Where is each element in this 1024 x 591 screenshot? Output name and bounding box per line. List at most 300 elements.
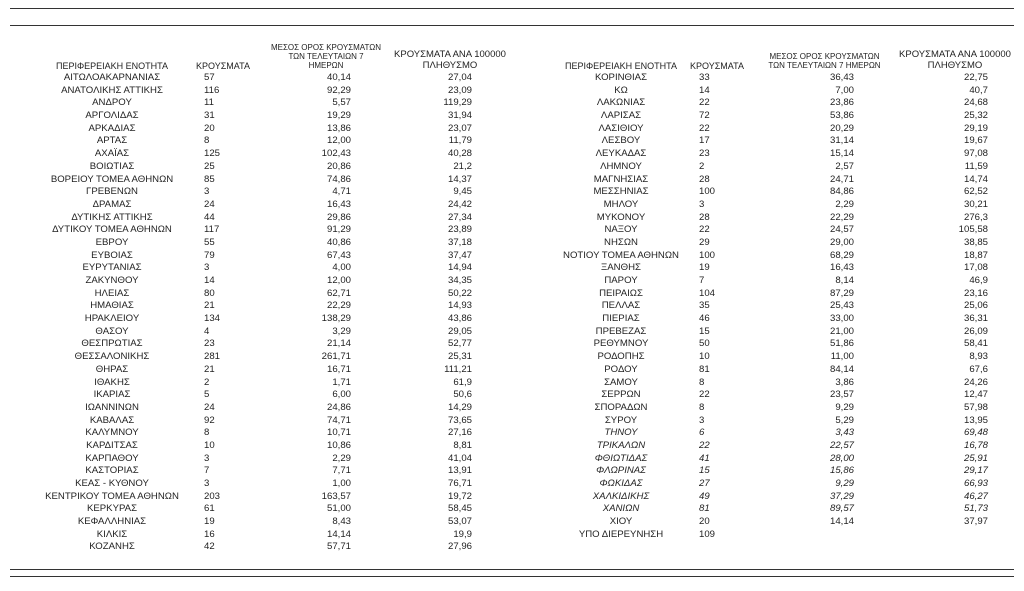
weekly-average: 92,29 xyxy=(326,84,351,96)
case-count: 44 xyxy=(204,211,215,223)
cases-per-100000: 8,93 xyxy=(969,351,988,363)
table-row xyxy=(8,377,508,390)
table-row xyxy=(517,250,1013,263)
case-count: 72 xyxy=(699,110,710,122)
table-row xyxy=(517,415,1013,428)
cases-per-100000: 119,29 xyxy=(443,97,472,109)
region-name: ΘΑΣΟΥ xyxy=(95,325,129,337)
case-count: 8 xyxy=(204,427,210,439)
table-row xyxy=(517,161,1013,174)
case-count: 46 xyxy=(699,313,710,325)
bottom-rule xyxy=(10,569,1014,570)
cases-per-100000: 38,85 xyxy=(963,236,988,248)
cases-per-100000: 11,59 xyxy=(964,160,988,172)
region-name: ΛΑΣΙΘΙΟΥ xyxy=(598,122,644,134)
weekly-average: 2,29 xyxy=(835,198,854,210)
table-row xyxy=(8,123,508,136)
weekly-average: 16,43 xyxy=(829,262,854,274)
weekly-average: 29,86 xyxy=(326,211,351,223)
case-count: 281 xyxy=(204,351,221,363)
case-count: 23 xyxy=(204,338,215,350)
table-row xyxy=(517,123,1013,136)
case-count: 19 xyxy=(699,262,710,274)
table-row xyxy=(8,186,508,199)
cases-per-100000: 13,91 xyxy=(447,465,472,477)
weekly-average: 138,29 xyxy=(321,313,351,325)
cases-per-100000: 14,37 xyxy=(447,173,472,185)
weekly-average: 261,71 xyxy=(321,351,351,363)
weekly-average: 53,86 xyxy=(829,110,854,122)
cases-per-100000: 37,18 xyxy=(447,236,472,248)
weekly-average: 22,29 xyxy=(829,211,854,223)
region-name: ΚΩ xyxy=(614,84,628,96)
region-name: ΚΕΦΑΛΛΗΝΙΑΣ xyxy=(77,516,147,528)
region-name: ΚΑΣΤΟΡΙΑΣ xyxy=(85,465,139,477)
case-count: 61 xyxy=(204,503,215,515)
region-name: ΧΙΟΥ xyxy=(609,516,633,528)
cases-per-100000: 16,78 xyxy=(963,439,988,451)
region-name: ΣΑΜΟΥ xyxy=(604,376,638,388)
table-row xyxy=(517,440,1013,453)
weekly-average: 84,14 xyxy=(829,363,854,375)
table-row xyxy=(8,237,508,250)
left-table xyxy=(8,42,508,554)
weekly-average: 24,71 xyxy=(829,173,854,185)
region-name: ΖΑΚΥΝΘΟΥ xyxy=(85,275,139,286)
case-count: 14 xyxy=(699,84,710,96)
case-count: 27 xyxy=(699,478,710,489)
cases-per-100000: 29,05 xyxy=(447,325,472,337)
weekly-average: 74,71 xyxy=(326,414,351,426)
region-name: ΝΗΣΩΝ xyxy=(604,236,638,248)
region-name: ΘΕΣΣΑΛΟΝΙΚΗΣ xyxy=(74,351,150,363)
header-region: ΠΕΡΙΦΕΡΕΙΑΚΗ ΕΝΟΤΗΤΑ xyxy=(564,61,678,71)
case-count: 28 xyxy=(699,211,710,223)
region-name: ΔΥΤΙΚΟΥ ΤΟΜΕΑ ΑΘΗΝΩΝ xyxy=(52,224,172,236)
case-count: 116 xyxy=(204,84,220,96)
table-row xyxy=(8,110,508,123)
region-name: ΣΕΡΡΩΝ xyxy=(601,389,641,401)
cases-per-100000: 40,7 xyxy=(969,84,988,96)
case-count: 80 xyxy=(204,287,215,299)
weekly-average: 4,00 xyxy=(332,262,351,274)
cases-per-100000: 46,9 xyxy=(969,275,988,286)
region-name: ΑΡΤΑΣ xyxy=(96,135,128,147)
region-name: ΡΟΔΟΥ xyxy=(604,363,638,375)
region-name: ΙΩΑΝΝΙΝΩΝ xyxy=(85,401,139,413)
region-name: ΛΑΡΙΣΑΣ xyxy=(600,110,642,122)
case-count: 24 xyxy=(204,401,215,413)
region-name: ΗΡΑΚΛΕΙΟΥ xyxy=(84,313,140,325)
case-count: 35 xyxy=(699,300,710,312)
case-count: 42 xyxy=(204,541,215,553)
case-count: 22 xyxy=(699,122,710,134)
cases-per-100000: 69,48 xyxy=(963,427,988,439)
table-row xyxy=(517,97,1013,110)
cases-per-100000: 23,07 xyxy=(447,122,472,134)
cases-per-100000: 26,09 xyxy=(963,325,988,337)
weekly-average: 3,29 xyxy=(332,325,351,337)
weekly-average: 31,14 xyxy=(829,135,854,147)
cases-per-100000: 21,2 xyxy=(453,160,472,172)
region-name: ΜΕΣΣΗΝΙΑΣ xyxy=(593,186,649,198)
table-row xyxy=(517,186,1013,199)
cases-per-100000: 8,81 xyxy=(453,439,472,451)
weekly-average: 51,00 xyxy=(326,503,351,515)
table-row xyxy=(517,516,1013,529)
table-row xyxy=(517,148,1013,161)
case-count: 2 xyxy=(699,160,705,172)
case-count: 31 xyxy=(204,110,215,122)
cases-per-100000: 27,34 xyxy=(447,211,472,223)
header-per-100000-line1: ΚΡΟΥΣΜΑΤΑ ΑΝΑ 100000 xyxy=(394,49,506,60)
region-name: ΗΛΕΙΑΣ xyxy=(94,287,130,299)
weekly-average: 15,86 xyxy=(829,465,854,477)
weekly-average: 3,43 xyxy=(835,427,854,439)
table-row xyxy=(8,313,508,326)
case-count: 3 xyxy=(699,414,705,426)
region-name: ΠΕΛΛΑΣ xyxy=(601,300,641,312)
case-count: 22 xyxy=(699,439,710,451)
table-row xyxy=(8,440,508,453)
cases-per-100000: 23,89 xyxy=(447,224,472,236)
cases-per-100000: 24,42 xyxy=(447,198,472,210)
cases-per-100000: 19,72 xyxy=(447,490,472,502)
cases-per-100000: 29,17 xyxy=(963,465,988,477)
header-cases: ΚΡΟΥΣΜΑΤΑ xyxy=(196,61,250,71)
weekly-average: 5,57 xyxy=(332,97,351,109)
table-row xyxy=(517,300,1013,313)
table-row xyxy=(8,465,508,478)
table-row xyxy=(8,275,508,288)
table-row xyxy=(8,72,508,85)
region-name: ΧΑΛΚΙΔΙΚΗΣ xyxy=(592,490,650,502)
table-row xyxy=(8,402,508,415)
table-row xyxy=(8,503,508,516)
weekly-average: 67,43 xyxy=(326,249,351,261)
region-name: ΔΡΑΜΑΣ xyxy=(92,198,132,210)
weekly-average: 51,86 xyxy=(829,338,854,350)
case-count: 3 xyxy=(699,198,705,210)
weekly-average: 102,43 xyxy=(321,148,351,160)
case-count: 29 xyxy=(699,236,710,248)
table-row xyxy=(517,135,1013,148)
table-row xyxy=(8,338,508,351)
cases-per-100000: 24,68 xyxy=(963,97,988,109)
table-row xyxy=(517,85,1013,98)
bottom-rule-outer xyxy=(10,576,1014,577)
region-name: ΙΚΑΡΙΑΣ xyxy=(93,389,131,401)
case-count: 3 xyxy=(204,452,210,464)
region-name: ΡΕΘΥΜΝΟΥ xyxy=(593,338,649,350)
weekly-average: 25,43 xyxy=(829,300,854,312)
weekly-average: 3,86 xyxy=(835,376,854,388)
table-row xyxy=(8,478,508,491)
table-row xyxy=(8,224,508,237)
cases-per-100000: 18,87 xyxy=(963,249,988,261)
weekly-average: 7,00 xyxy=(835,84,854,96)
cases-per-100000: 52,77 xyxy=(447,338,472,350)
weekly-average: 37,29 xyxy=(829,490,854,502)
case-count: 104 xyxy=(699,287,716,299)
weekly-average: 20,29 xyxy=(829,122,854,134)
case-count: 81 xyxy=(699,363,710,375)
table-row xyxy=(8,85,508,98)
region-name: ΝΟΤΙΟΥ ΤΟΜΕΑ ΑΘΗΝΩΝ xyxy=(563,249,679,261)
region-name: ΑΙΤΩΛΟΑΚΑΡΝΑΝΙΑΣ xyxy=(63,72,161,83)
region-name: ΓΡΕΒΕΝΩΝ xyxy=(86,186,138,198)
table-row xyxy=(517,453,1013,466)
region-name: ΤΡΙΚΑΛΩΝ xyxy=(596,439,646,451)
cases-per-100000: 27,96 xyxy=(447,541,472,553)
weekly-average: 1,71 xyxy=(332,376,351,388)
table-row xyxy=(8,300,508,313)
case-count: 81 xyxy=(699,503,710,515)
cases-per-100000: 19,9 xyxy=(453,528,472,540)
header-weekly-average xyxy=(767,52,882,70)
case-count: 6 xyxy=(699,427,705,439)
header-region: ΠΕΡΙΦΕΡΕΙΑΚΗ ΕΝΟΤΗΤΑ xyxy=(55,61,169,71)
case-count: 49 xyxy=(699,490,710,502)
weekly-average: 19,29 xyxy=(326,110,351,122)
region-name: ΕΥΒΟΙΑΣ xyxy=(91,249,133,261)
region-name: ΣΥΡΟΥ xyxy=(604,414,638,426)
cases-per-100000: 53,07 xyxy=(447,516,472,528)
weekly-average: 10,86 xyxy=(326,439,351,451)
header-per-100000-line2: ΠΛΗΘΥΣΜΟ xyxy=(927,60,983,71)
cases-per-100000: 34,35 xyxy=(447,275,472,286)
case-count: 79 xyxy=(204,249,215,261)
table-row xyxy=(8,516,508,529)
cases-per-100000: 25,31 xyxy=(447,351,472,363)
cases-per-100000: 9,45 xyxy=(453,186,472,198)
case-count: 21 xyxy=(204,363,215,375)
case-count: 55 xyxy=(204,236,215,248)
weekly-average: 24,86 xyxy=(326,401,351,413)
region-name: ΥΠΟ ΔΙΕΡΕΥΝΗΣΗ xyxy=(578,528,664,540)
cases-per-100000: 58,41 xyxy=(963,338,988,350)
cases-per-100000: 29,19 xyxy=(963,122,988,134)
table-row xyxy=(517,338,1013,351)
table-row xyxy=(8,326,508,339)
case-count: 100 xyxy=(699,186,716,198)
case-count: 50 xyxy=(699,338,710,350)
cases-per-100000: 46,27 xyxy=(963,490,988,502)
region-name: ΗΜΑΘΙΑΣ xyxy=(90,300,134,312)
case-count: 134 xyxy=(204,313,221,325)
case-count: 16 xyxy=(204,528,215,540)
region-name: ΚΑΛΥΜΝΟΥ xyxy=(85,427,139,439)
table-row xyxy=(8,288,508,301)
region-name: ΚΕΡΚΥΡΑΣ xyxy=(86,503,137,515)
region-name: ΜΑΓΝΗΣΙΑΣ xyxy=(593,173,649,185)
table-row xyxy=(517,237,1013,250)
weekly-average: 74,86 xyxy=(326,173,351,185)
weekly-average: 15,14 xyxy=(829,148,854,160)
cases-per-100000: 66,93 xyxy=(963,478,988,489)
weekly-average: 14,14 xyxy=(829,516,854,528)
weekly-average: 8,43 xyxy=(332,516,351,528)
weekly-average: 68,29 xyxy=(829,249,854,261)
weekly-average: 87,29 xyxy=(829,287,854,299)
region-name: ΠΕΙΡΑΙΩΣ xyxy=(599,287,643,299)
case-count: 8 xyxy=(699,376,705,388)
table-row xyxy=(8,262,508,275)
table-row xyxy=(517,351,1013,364)
weekly-average: 5,29 xyxy=(835,414,854,426)
weekly-average: 1,00 xyxy=(332,478,351,489)
table-row xyxy=(8,415,508,428)
table-row xyxy=(8,97,508,110)
table-row xyxy=(517,262,1013,275)
cases-per-100000: 76,71 xyxy=(447,478,472,489)
region-name: ΚΙΛΚΙΣ xyxy=(96,528,128,540)
weekly-average: 2,57 xyxy=(835,160,854,172)
weekly-average: 12,00 xyxy=(326,275,351,286)
right-table-header xyxy=(517,42,1013,72)
weekly-average: 4,71 xyxy=(332,186,351,198)
region-name: ΘΕΣΠΡΩΤΙΑΣ xyxy=(81,338,143,350)
region-name: ΝΑΞΟΥ xyxy=(604,224,638,236)
case-count: 3 xyxy=(204,478,210,489)
case-count: 19 xyxy=(204,516,215,528)
region-name: ΔΥΤΙΚΗΣ ΑΤΤΙΚΗΣ xyxy=(71,211,153,223)
case-count: 3 xyxy=(204,186,210,198)
weekly-average: 16,71 xyxy=(326,363,351,375)
region-name: ΧΑΝΙΩΝ xyxy=(602,503,640,515)
case-count: 25 xyxy=(204,160,215,172)
weekly-average: 22,57 xyxy=(829,439,854,451)
header-weekly-average-line2: ΤΩΝ ΤΕΛΕΥΤΑΙΩΝ 7 ΗΜΕΡΩΝ xyxy=(288,52,364,70)
region-name: ΚΕΝΤΡΙΚΟΥ ΤΟΜΕΑ ΑΘΗΝΩΝ xyxy=(45,490,179,502)
weekly-average: 10,71 xyxy=(326,427,351,439)
table-row xyxy=(8,148,508,161)
weekly-average: 11,00 xyxy=(830,351,854,363)
case-count: 20 xyxy=(204,122,215,134)
case-count: 3 xyxy=(204,262,210,274)
table-row xyxy=(517,377,1013,390)
case-count: 23 xyxy=(699,148,710,160)
case-count: 21 xyxy=(204,300,215,312)
region-name: ΚΕΑΣ - ΚΥΘΝΟΥ xyxy=(75,478,149,489)
cases-per-100000: 58,45 xyxy=(447,503,472,515)
case-count: 7 xyxy=(699,275,705,286)
weekly-average: 29,00 xyxy=(829,236,854,248)
weekly-average: 8,14 xyxy=(835,275,854,286)
header-weekly-average xyxy=(270,43,382,70)
region-name: ΚΑΡΔΙΤΣΑΣ xyxy=(86,439,138,451)
table-row xyxy=(8,199,508,212)
cases-per-100000: 14,29 xyxy=(447,401,472,413)
cases-per-100000: 62,52 xyxy=(963,186,988,198)
table-row xyxy=(517,288,1013,301)
weekly-average: 40,86 xyxy=(326,236,351,248)
cases-per-100000: 30,21 xyxy=(963,198,988,210)
cases-per-100000: 61,9 xyxy=(453,376,472,388)
case-count: 15 xyxy=(699,325,710,337)
cases-per-100000: 27,04 xyxy=(447,72,472,83)
case-count: 109 xyxy=(699,528,716,540)
table-row xyxy=(517,72,1013,85)
cases-per-100000: 67,6 xyxy=(969,363,988,375)
weekly-average: 36,43 xyxy=(829,72,854,83)
region-name: ΑΧΑΪΑΣ xyxy=(94,148,130,160)
case-count: 20 xyxy=(699,516,710,528)
case-count: 24 xyxy=(204,198,215,210)
region-name: ΑΡΓΟΛΙΔΑΣ xyxy=(85,110,139,122)
table-row xyxy=(8,541,508,554)
region-name: ΜΗΛΟΥ xyxy=(603,198,639,210)
weekly-average: 163,57 xyxy=(321,490,351,502)
case-count: 57 xyxy=(204,72,215,83)
table-row xyxy=(517,110,1013,123)
case-count: 14 xyxy=(204,275,215,286)
region-name: ΛΗΜΝΟΥ xyxy=(600,160,642,172)
weekly-average: 24,57 xyxy=(829,224,854,236)
cases-per-100000: 24,26 xyxy=(963,376,988,388)
weekly-average: 9,29 xyxy=(835,401,854,413)
header-per-100000-line1: ΚΡΟΥΣΜΑΤΑ ΑΝΑ 100000 xyxy=(899,49,1011,60)
region-name: ΠΡΕΒΕΖΑΣ xyxy=(595,325,647,337)
cases-per-100000: 50,6 xyxy=(453,389,472,401)
case-count: 4 xyxy=(204,325,210,337)
region-name: ΙΘΑΚΗΣ xyxy=(94,376,130,388)
cases-per-100000: 50,22 xyxy=(447,287,472,299)
right-table-body xyxy=(517,72,1013,541)
region-name: ΦΘΙΩΤΙΔΑΣ xyxy=(594,452,648,464)
table-row xyxy=(517,313,1013,326)
cases-per-100000: 57,98 xyxy=(963,401,988,413)
case-count: 22 xyxy=(699,389,710,401)
table-row xyxy=(8,351,508,364)
region-name: ΒΟΙΩΤΙΑΣ xyxy=(89,160,135,172)
cases-per-100000: 25,06 xyxy=(963,300,988,312)
table-row xyxy=(517,364,1013,377)
cases-per-100000: 111,21 xyxy=(444,363,472,375)
cases-per-100000: 37,97 xyxy=(963,516,988,528)
case-count: 5 xyxy=(204,389,210,401)
cases-per-100000: 40,28 xyxy=(447,148,472,160)
weekly-average: 7,71 xyxy=(332,465,351,477)
weekly-average: 33,00 xyxy=(829,313,854,325)
header-weekly-average-line1: ΜΕΣΟΣ ΟΡΟΣ ΚΡΟΥΣΜΑΤΩΝ xyxy=(769,52,880,61)
table-row xyxy=(517,529,1013,542)
case-count: 8 xyxy=(699,401,705,413)
weekly-average: 14,14 xyxy=(326,528,351,540)
region-name: ΦΛΩΡΙΝΑΣ xyxy=(596,465,646,477)
cases-per-100000: 51,73 xyxy=(963,503,988,515)
region-name: ΚΑΡΠΑΘΟΥ xyxy=(85,452,139,464)
table-row xyxy=(517,465,1013,478)
cases-per-100000: 19,67 xyxy=(963,135,988,147)
table-row xyxy=(517,199,1013,212)
case-count: 117 xyxy=(204,224,220,236)
weekly-average: 21,00 xyxy=(829,325,854,337)
header-per-100000 xyxy=(392,49,508,71)
cases-per-100000: 14,94 xyxy=(447,262,472,274)
region-name: ΠΙΕΡΙΑΣ xyxy=(602,313,640,325)
right-table xyxy=(517,42,1013,541)
left-table-body xyxy=(8,72,508,554)
weekly-average: 9,29 xyxy=(835,478,854,489)
region-name: ΛΕΥΚΑΔΑΣ xyxy=(595,148,647,160)
table-row xyxy=(8,427,508,440)
table-row xyxy=(517,503,1013,516)
header-weekly-average-line2: ΤΩΝ ΤΕΛΕΥΤΑΙΩΝ 7 ΗΜΕΡΩΝ xyxy=(768,61,881,70)
weekly-average: 28,00 xyxy=(829,452,854,464)
header-weekly-average-line1: ΜΕΣΟΣ ΟΡΟΣ ΚΡΟΥΣΜΑΤΩΝ xyxy=(270,43,382,52)
header-per-100000 xyxy=(897,49,1013,71)
